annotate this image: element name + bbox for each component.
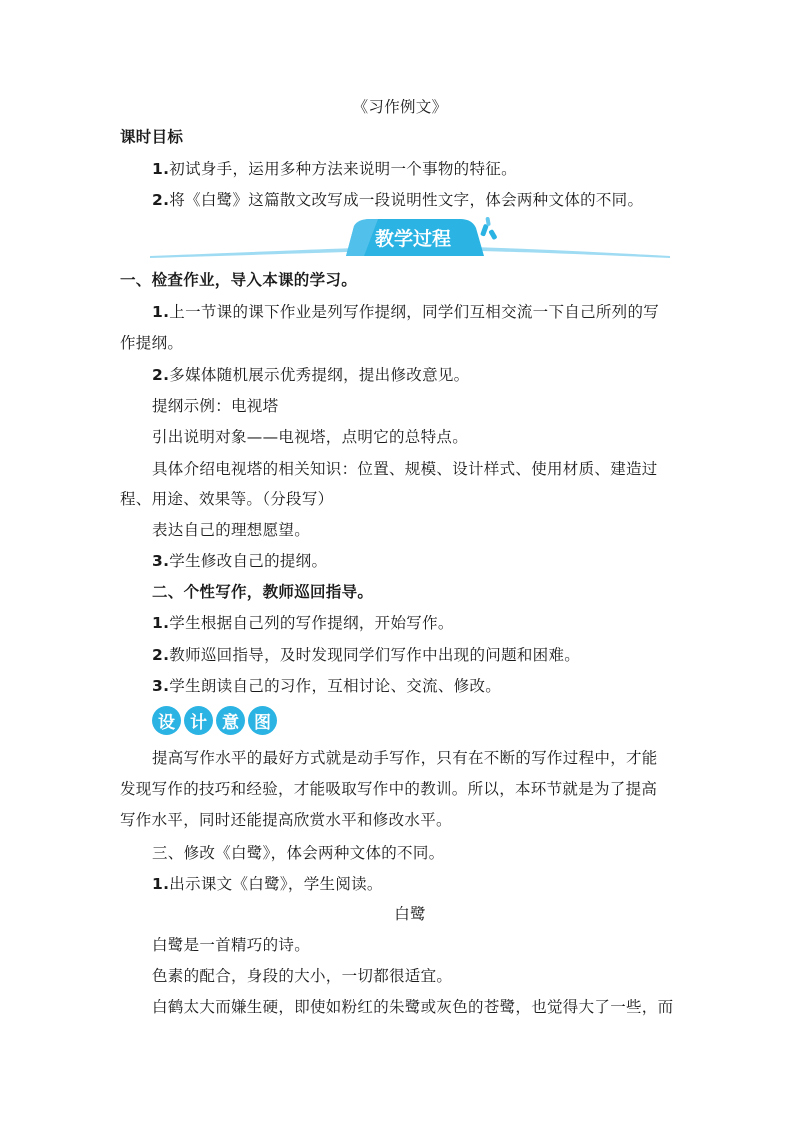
objective-1-num: 1. [152,160,170,178]
section-1-item-1-text: 上一节课的课下作业是列写作提纲，同学们互相交流一下自己所列的写 [169,303,660,321]
document-title: 《习作例文》 [352,98,448,116]
poem-title: 白鹭 [394,905,426,923]
section-1-item-1-line-1 [152,302,680,322]
outline-paragraph-3: 表达自己的理想愿望。 [152,521,311,539]
section-2-item-1 [152,613,680,633]
section-1-item-3 [152,551,680,571]
design-text-line-3: 写作水平，同时还能提高欣赏水平和修改水平。 [120,811,452,829]
objectives-heading: 课时目标 [120,128,184,146]
badge-char: 意 [216,706,245,735]
objective-2-text: 将《白鹭》这篇散文改写成一段说明性文字，体会两种文体的不同。 [169,191,644,209]
design-text-line-2: 发现写作的技巧和经验，才能吸取写作中的教训。所以，本环节就是为了提高 [120,780,658,798]
section-1-item-2-num: 2. [152,366,170,384]
section-1-item-3-text: 学生修改自己的提纲。 [169,552,328,570]
badge-char: 图 [248,706,277,735]
section-2-item-3-num: 3. [152,677,170,695]
section-1-item-2 [152,365,680,385]
design-text-line-1: 提高写作水平的最好方式就是动手写作，只有在不断的写作过程中，才能 [152,749,658,767]
section-2-item-1-num: 1. [152,614,170,632]
section-2-item-2-num: 2. [152,646,170,664]
section-3-item-1 [152,874,680,894]
section-2-item-1-text: 学生根据自己列的写作提纲，开始写作。 [169,614,454,632]
banner-title: 教学过程 [374,228,452,250]
section-3-heading: 三、修改《白鹭》，体会两种文体的不同。 [152,844,445,862]
section-3-item-1-text: 出示课文《白鹭》，学生阅读。 [169,875,383,893]
section-1-item-1-num: 1. [152,303,170,321]
objective-2 [152,190,680,210]
section-1-item-2-text: 多媒体随机展示优秀提纲，提出修改意见。 [169,366,470,384]
objective-2-num: 2. [152,191,170,209]
section-1-item-3-num: 3. [152,552,170,570]
outline-paragraph-1: 引出说明对象——电视塔，点明它的总特点。 [152,428,469,446]
design-intent-badge [152,706,277,736]
badge-char: 计 [184,706,213,735]
section-2-item-3-text: 学生朗读自己的习作，互相讨论、交流、修改。 [169,677,502,695]
section-2-item-2-text: 教师巡回指导，及时发现同学们写作中出现的问题和困难。 [169,646,581,664]
poem-line-1: 白鹭是一首精巧的诗。 [152,936,311,954]
section-2-item-3 [152,676,680,696]
outline-label: 提纲示例：电视塔 [152,397,279,415]
objective-1 [152,159,680,179]
section-1-heading: 一、检查作业，导入本课的学习。 [120,271,358,289]
outline-paragraph-2-line-2: 程、用途、效果等。（分段写） [120,490,334,508]
section-2-item-2 [152,645,680,665]
section-3-item-1-num: 1. [152,875,170,893]
section-2-heading: 二、个性写作，教师巡回指导。 [152,583,374,601]
outline-paragraph-2-line-1: 具体介绍电视塔的相关知识：位置、规模、设计样式、使用材质、建造过 [152,460,658,478]
poem-line-2: 色素的配合，身段的大小，一切都很适宜。 [152,967,453,985]
badge-char: 设 [152,706,181,735]
poem-line-3: 白鹤太大而嫌生硬，即使如粉红的朱鹭或灰色的苍鹭，也觉得大了一些，而 [152,998,674,1016]
teaching-process-banner [150,214,670,260]
section-1-item-1-line-2: 作提纲。 [120,334,184,352]
objective-1-text: 初试身手，运用多种方法来说明一个事物的特征。 [169,160,517,178]
